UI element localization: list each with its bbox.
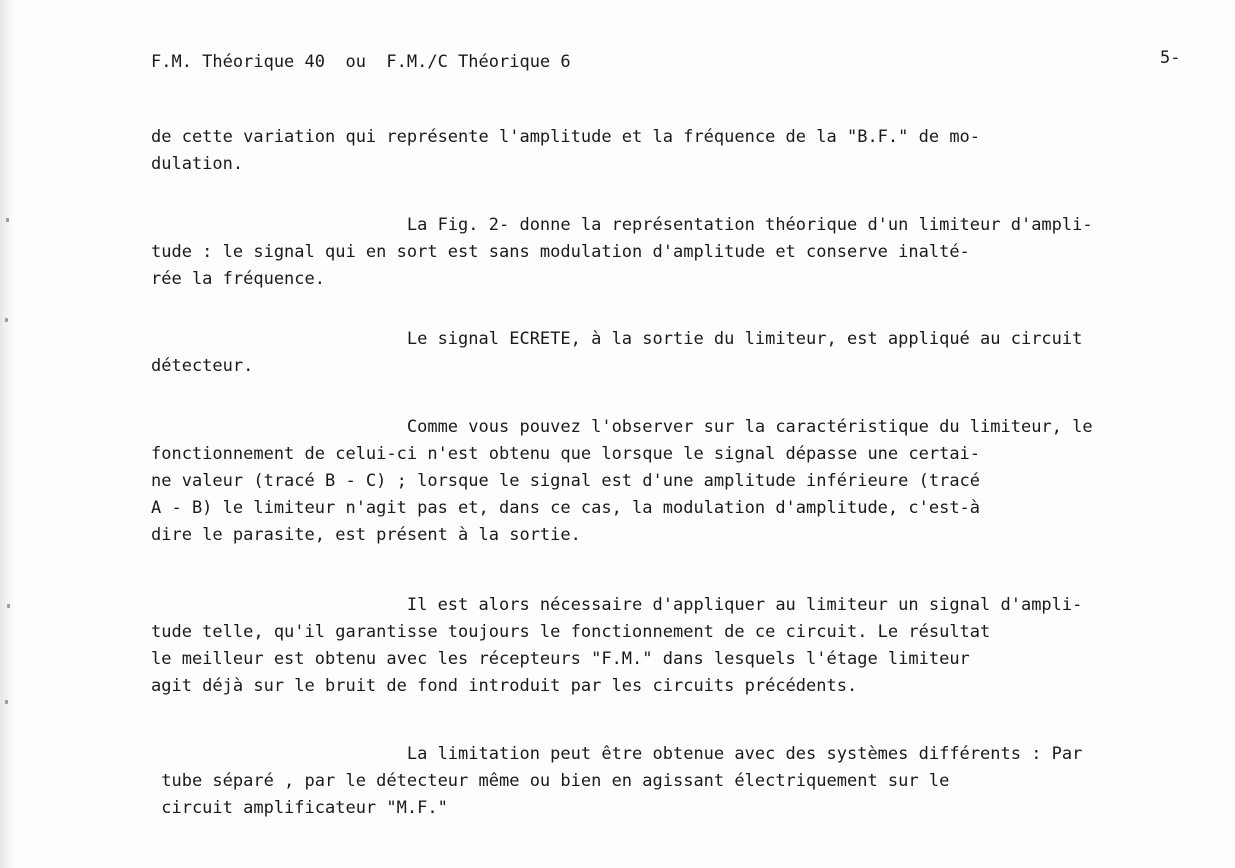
text-line: circuit amplificateur "M.F.": [151, 798, 448, 818]
paragraph-2: [151, 212, 1093, 293]
text-line: tube séparé , par le détecteur même ou bien en agissant électriquement sur le: [151, 771, 950, 791]
text-line: Le signal ECRETE, à la sortie du limiteur, est appliqué au circuit: [151, 329, 1083, 349]
scan-speck: [6, 218, 9, 222]
text-line: A - B) le limiteur n'agit pas et, dans ce cas, la modulation d'amplitude, c'est-à: [151, 498, 981, 518]
text-line: de cette variation qui représente l'amplitude et la fréquence de la "B.F." de mo-: [151, 127, 981, 147]
scan-speck: [5, 318, 8, 322]
text-line: dire le parasite, est présent à la sortie.: [151, 525, 581, 545]
scan-speck: [7, 604, 10, 608]
text-line: agit déjà sur le bruit de fond introduit par les circuits précédents.: [151, 676, 858, 696]
text-line: Il est alors nécessaire d'appliquer au limiteur un signal d'ampli-: [151, 595, 1083, 615]
text-line: La limitation peut être obtenue avec des systèmes différents : Par: [151, 744, 1083, 764]
paragraph-3: [151, 326, 1082, 380]
scan-speck: [5, 700, 8, 704]
text-line: tude telle, qu'il garantisse toujours le fonctionnement de ce circuit. Le résultat: [151, 622, 991, 642]
page-number: 5-: [1160, 48, 1181, 68]
paragraph-6: [151, 741, 1082, 822]
paragraph-5: [151, 592, 1082, 700]
text-line: rée la fréquence.: [151, 269, 325, 289]
text-line: dulation.: [151, 154, 244, 174]
text-line: détecteur.: [151, 356, 254, 376]
text-line: La Fig. 2- donne la représentation théorique d'un limiteur d'ampli-: [151, 215, 1093, 235]
scan-edge-shadow: [0, 0, 14, 868]
text-line: tude : le signal qui en sort est sans modulation d'amplitude et conserve inalté-: [151, 242, 970, 262]
text-line: Comme vous pouvez l'observer sur la caractéristique du limiteur, le: [151, 417, 1093, 437]
text-line: le meilleur est obtenu avec les récepteurs "F.M." dans lesquels l'étage limiteur: [151, 649, 970, 669]
text-line: ne valeur (tracé B - C) ; lorsque le signal est d'une amplitude inférieure (tracé: [151, 471, 981, 491]
running-header: F.M. Théorique 40 ou F.M./C Théorique 6: [151, 52, 571, 72]
text-line: fonctionnement de celui-ci n'est obtenu que lorsque le signal dépasse une certai-: [151, 444, 981, 464]
paragraph-1: [151, 124, 980, 178]
paragraph-4: [151, 414, 1093, 549]
